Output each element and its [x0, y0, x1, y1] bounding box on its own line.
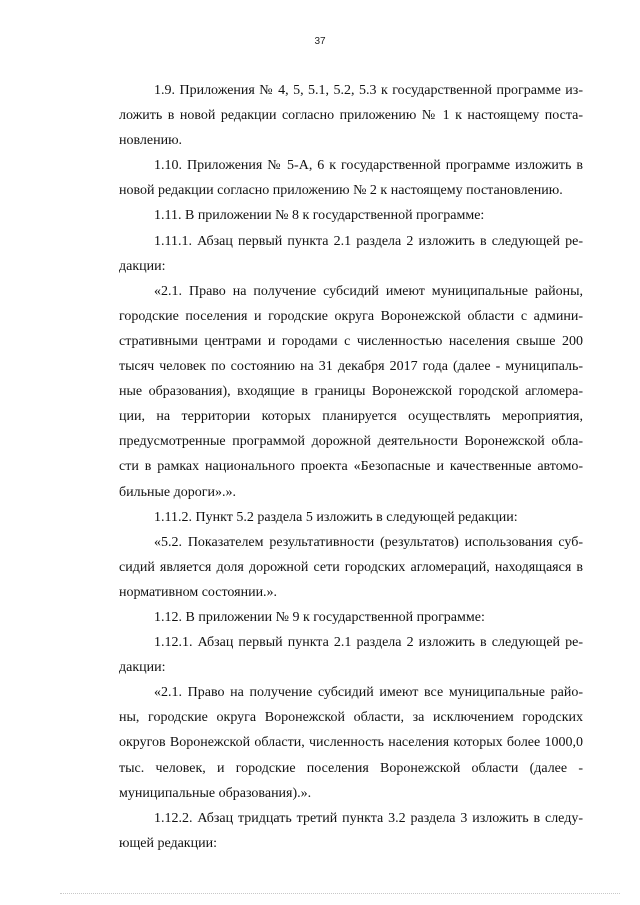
paragraph-1-9: 1.9. Приложения № 4, 5, 5.1, 5.2, 5.3 к государственной программе из-ложить в новой редакции согласно приложению № 1 к настоящему поста-новлению.: [119, 83, 583, 149]
paragraph-quote-5-2: «5.2. Показателем результативности (результатов) использования суб-сидий является доля дорожной сети городских агломераций, находящаяся в нормативном состоянии.».: [119, 534, 583, 600]
paragraph-1-11: 1.11. В приложении № 8 к государственной программе:: [154, 208, 485, 224]
paragraph-quote-2-1-second: «2.1. Право на получение субсидий имеют все муниципальные райо-ны, городские округа Воронежской области, за исключением городских округов Воронежской области, численность населения которых более 1000,0 тыс. человек, и городские поселения Воронежской области (далее - муниципальные образования).».: [119, 685, 583, 801]
paragraph-1-12: 1.12. В приложении № 9 к государственной программе:: [154, 609, 485, 625]
paragraph-1-11-1: 1.11.1. Абзац первый пункта 2.1 раздела 2 изложить в следующей ре-дакции:: [119, 233, 583, 274]
paragraph-1-11-2: 1.11.2. Пункт 5.2 раздела 5 изложить в следующей редакции:: [154, 509, 518, 525]
paragraph-1-12-2: 1.12.2. Абзац тридцать третий пункта 3.2 раздела 3 изложить в следу-ющей редакции:: [119, 810, 583, 851]
paragraph-quote-2-1-first: «2.1. Право на получение субсидий имеют муниципальные районы, городские поселения и городские округа Воронежской области с админи-стративными центрами и городами с численностью населения свыше 200 тысяч человек по состоянию на 31 декабря 2017 года (далее - муниципаль-ные образования), входящие в границы Воронежской городской агломера-ции, на территории которых планируется осуществлять мероприятия, предусмотренные программой дорожной деятельности Воронежской обла-сти в рамках национального проекта «Безопасные и качественные автомо-бильные дороги».».: [119, 283, 583, 500]
page-number: 37: [314, 36, 326, 47]
paragraph-1-10: 1.10. Приложения № 5-А, 6 к государственной программе изложить в новой редакции согласно приложению № 2 к настоящему постановлению.: [119, 158, 583, 199]
document-body: [119, 78, 583, 856]
paragraph-1-12-1: 1.12.1. Абзац первый пункта 2.1 раздела 2 изложить в следующей ре-дакции:: [119, 635, 583, 676]
bottom-scan-edge: [60, 893, 620, 894]
